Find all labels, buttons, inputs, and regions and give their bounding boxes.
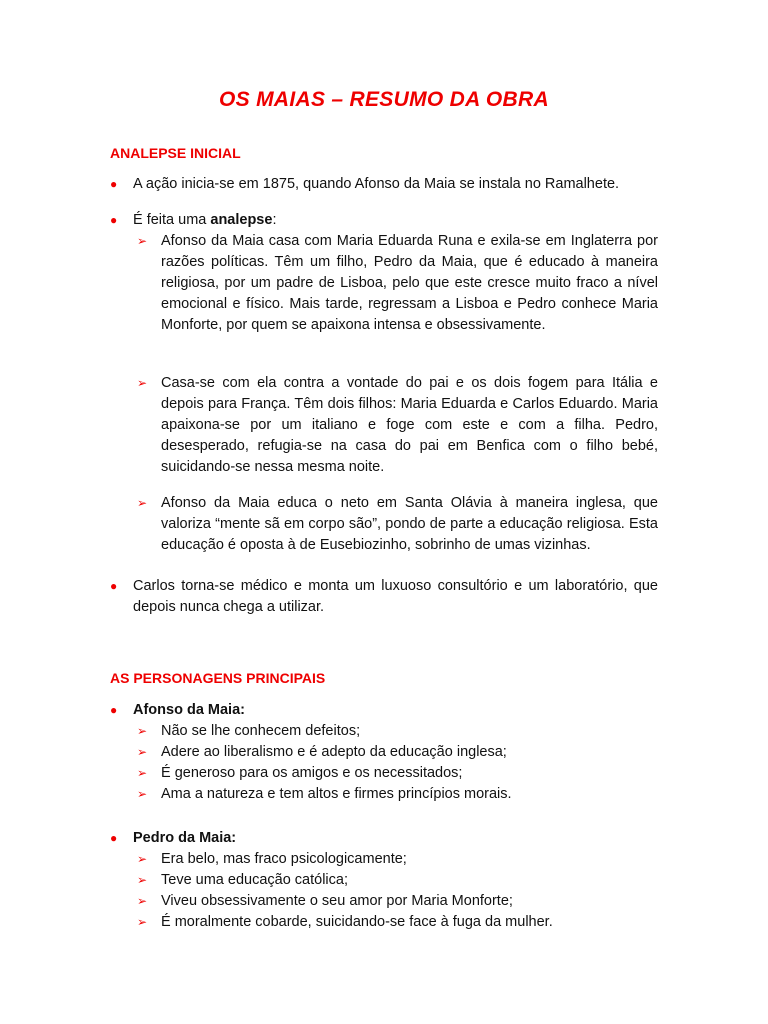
bullet-icon: ● — [110, 703, 118, 717]
section-heading-personagens: AS PERSONAGENS PRINCIPAIS — [110, 670, 326, 686]
trait-item: ➢ Teve uma educação católica; — [137, 870, 658, 891]
list-item — [110, 210, 658, 231]
bullet-icon: ● — [110, 177, 118, 191]
character-name: Afonso da Maia: — [133, 702, 245, 718]
sub-list-item — [137, 231, 658, 336]
arrow-bullet-icon: ➢ — [137, 894, 148, 908]
arrow-bullet-icon: ➢ — [137, 787, 148, 801]
trait-item: ➢ É generoso para os amigos e os necessitados; — [137, 763, 658, 784]
bullet-icon: ● — [110, 579, 118, 593]
arrow-bullet-icon: ➢ — [137, 873, 148, 887]
trait-item: ➢ Era belo, mas fraco psicologicamente; — [137, 849, 658, 870]
arrow-bullet-icon: ➢ — [137, 766, 148, 780]
trait-item: ➢ Não se lhe conhecem defeitos; — [137, 721, 658, 742]
arrow-bullet-icon: ➢ — [137, 376, 148, 390]
trait-item: ➢ Adere ao liberalismo e é adepto da educação inglesa; — [137, 742, 658, 763]
trait-item: ➢ Viveu obsessivamente o seu amor por Maria Monforte; — [137, 891, 658, 912]
list-item — [110, 576, 658, 618]
sub-item-text: Casa-se com ela contra a vontade do pai e os dois fogem para Itália e depois para França. Têm dois filhos: Maria Eduarda e Carlos Eduardo. Maria apaixona-se por um italiano e foge com este e com a filha. Pedro, desesperado, refugia-se na casa do pai em Benfica com o filho bebé, suicidando-se nessa mesma noite. — [161, 375, 658, 475]
sub-list-item — [137, 373, 658, 478]
arrow-bullet-icon: ➢ — [137, 745, 148, 759]
bullet-text: É feita uma analepse: — [133, 212, 277, 228]
bullet-text: Carlos torna-se médico e monta um luxuoso consultório e um laboratório, que depois nunca chega a utilizar. — [133, 578, 658, 615]
arrow-bullet-icon: ➢ — [137, 915, 148, 929]
sub-item-text: Afonso da Maia casa com Maria Eduarda Runa e exila-se em Inglaterra por razões políticas. Têm um filho, Pedro da Maia, que é educado à maneira religiosa, por um padre de Lisboa, pelo que este cresce muito fraco a nível emocional e físico. Mais tarde, regressam a Lisboa e Pedro conhece Maria Monforte, por quem se apaixona intensa e obsessivamente. — [161, 233, 658, 333]
arrow-bullet-icon: ➢ — [137, 724, 148, 738]
sub-list-item — [137, 493, 658, 556]
bold-term: analepse — [210, 212, 273, 228]
list-item — [110, 174, 658, 195]
trait-item: ➢ É moralmente cobarde, suicidando-se face à fuga da mulher. — [137, 912, 658, 933]
bullet-icon: ● — [110, 831, 118, 845]
section-heading-analepse: ANALEPSE INICIAL — [110, 145, 241, 161]
bullet-text: A ação inicia-se em 1875, quando Afonso da Maia se instala no Ramalhete. — [133, 176, 620, 192]
arrow-bullet-icon: ➢ — [137, 852, 148, 866]
document-title: OS MAIAS – RESUMO DA OBRA — [219, 88, 549, 111]
bullet-icon: ● — [110, 213, 118, 227]
arrow-bullet-icon: ➢ — [137, 496, 148, 510]
arrow-bullet-icon: ➢ — [137, 234, 148, 248]
character-name: Pedro da Maia: — [133, 830, 237, 846]
list-item — [110, 828, 658, 849]
trait-item: ➢ Ama a natureza e tem altos e firmes princípios morais. — [137, 784, 658, 805]
list-item — [110, 700, 658, 721]
sub-item-text: Afonso da Maia educa o neto em Santa Olávia à maneira inglesa, que valoriza “mente sã em corpo são”, pondo de parte a educação religiosa. Esta educação é oposta à de Eusebiozinho, sobrinho de umas vizinhas. — [161, 495, 658, 553]
